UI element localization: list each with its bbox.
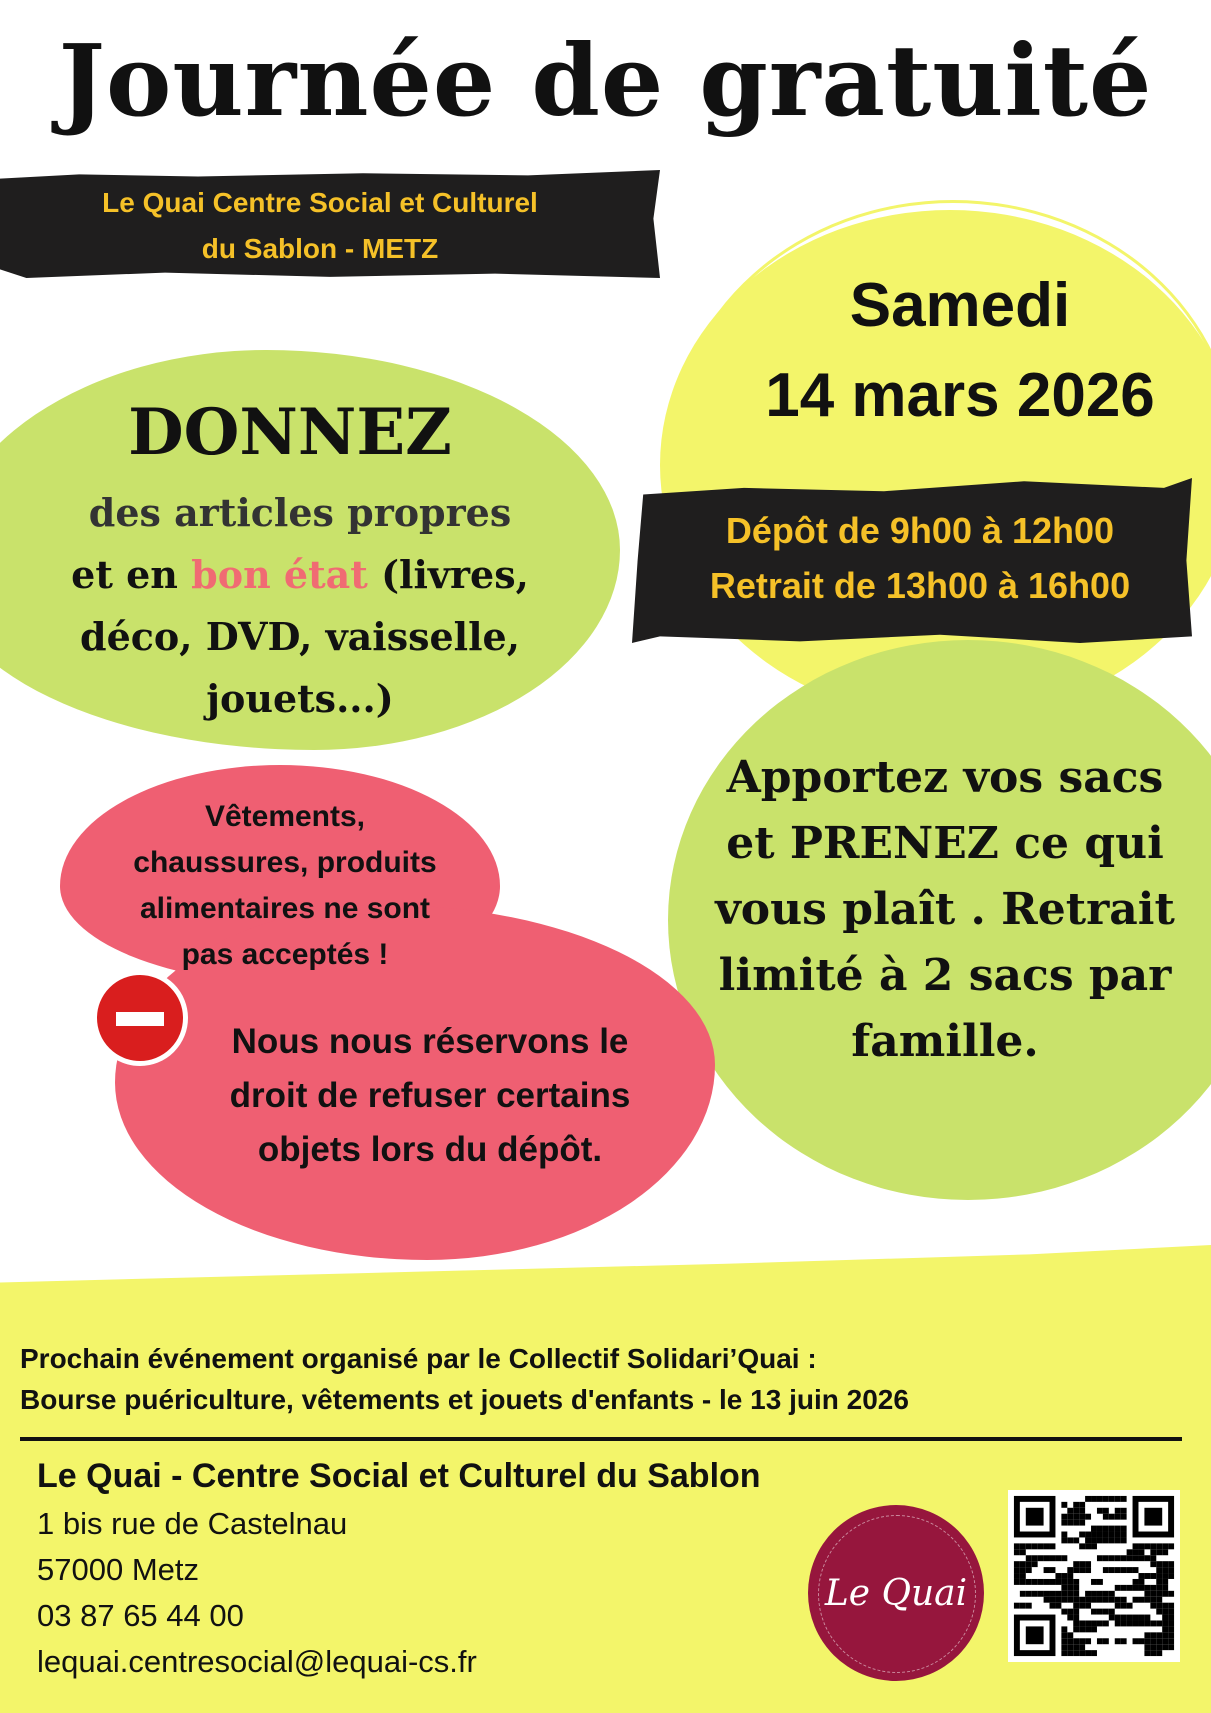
donnez-line-3: déco, DVD, vaisselle,: [80, 614, 520, 659]
address-city: 57000 Metz: [37, 1552, 199, 1587]
footer-divider: [20, 1437, 1182, 1441]
donnez-line-4: jouets...): [206, 676, 394, 721]
refuse-line-3: objets lors du dépôt.: [257, 1130, 603, 1169]
donnez-line-2-start: et en: [71, 552, 192, 597]
page-title: Journée de gratuité: [58, 24, 1153, 139]
donnez-line-1-text: des articles propres: [88, 490, 512, 535]
warning-line-4: pas acceptés !: [181, 938, 389, 971]
apportez-line-5: famille.: [851, 1016, 1039, 1067]
organizer-line-1: Le Quai Centre Social et Culturel: [102, 187, 538, 218]
organizer-text: [0, 180, 640, 272]
donnez-line-2-end: (livres,: [367, 552, 529, 597]
date-day: Samedi: [849, 271, 1071, 340]
logo-ring: [818, 1515, 976, 1673]
refuse-line-2: droit de refuser certains: [229, 1076, 631, 1115]
address-phone: 03 87 65 44 00: [37, 1598, 244, 1633]
address-email[interactable]: lequai.centresocial@lequai-cs.fr: [37, 1644, 477, 1679]
donnez-line-1: [20, 490, 580, 535]
apportez-line-2: et PRENEZ ce qui: [726, 818, 1164, 869]
organizer-line-2: du Sablon - METZ: [201, 233, 439, 264]
warning-line-2: chaussures, produits: [133, 846, 437, 879]
apportez-line-1: Apportez vos sacs: [726, 752, 1164, 803]
apportez-line-4: limité à 2 sacs par: [718, 950, 1172, 1001]
logo-text: Le Quai: [824, 1572, 968, 1614]
apportez-line-3: vous plaît . Retrait: [715, 884, 1175, 935]
no-entry-icon-bar: [116, 1012, 164, 1026]
pickup-hours: Retrait de 13h00 à 16h00: [709, 565, 1131, 606]
warning-line-3: alimentaires ne sont: [139, 892, 431, 925]
address-street: 1 bis rue de Castelnau: [37, 1506, 348, 1541]
date-full: 14 mars 2026: [765, 361, 1155, 430]
refuse-line-1: Nous nous réservons le: [231, 1022, 629, 1061]
hours-banner: [632, 478, 1192, 643]
donnez-heading: DONNEZ: [128, 395, 452, 470]
next-event-line-1: Prochain événement organisé par le Collectif Solidari’Quai :: [20, 1343, 817, 1374]
qr-code[interactable]: [1008, 1490, 1180, 1662]
warning-line-1: Vêtements,: [204, 800, 366, 833]
donnez-line-2: [20, 552, 580, 597]
address-name: Le Quai - Centre Social et Culturel du Sablon: [37, 1457, 761, 1495]
donnez-highlight: bon état: [191, 552, 368, 597]
next-event-line-2: Bourse puériculture, vêtements et jouets d'enfants - le 13 juin 2026: [20, 1384, 909, 1415]
deposit-hours: Dépôt de 9h00 à 12h00: [725, 510, 1115, 551]
